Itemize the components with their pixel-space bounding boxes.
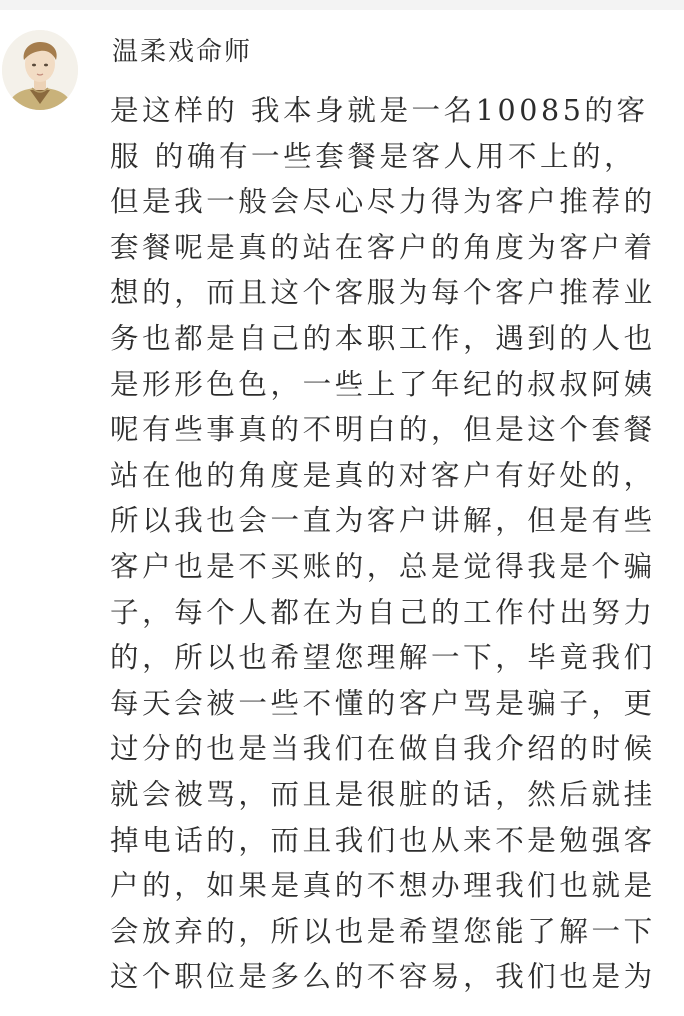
comment-line: 服 的确有一些套餐是客人用不上的， bbox=[110, 139, 637, 173]
comment-line: 户的，如果是真的不想办理我们也就是 bbox=[110, 869, 656, 903]
comment-line: 会放弃的，所以也是希望您能了解一下 bbox=[110, 914, 656, 948]
comment-line: 是这样的 我本身就是一名10085的客 bbox=[110, 94, 649, 127]
comment-line: 的，所以也希望您理解一下，毕竟我们 bbox=[110, 641, 656, 675]
comment-line: 是形形色色，一些上了年纪的叔叔阿姨 bbox=[110, 367, 656, 401]
author-name[interactable]: 温柔戏命师 bbox=[112, 37, 253, 67]
comment-line: 客户也是不买账的，总是觉得我是个骗 bbox=[110, 549, 656, 583]
comment-line: 掉电话的，而且我们也从来不是勉强客 bbox=[110, 823, 656, 857]
top-edge bbox=[0, 0, 684, 10]
illustrated-male-avatar-icon bbox=[2, 30, 78, 110]
comment-body bbox=[110, 88, 656, 1000]
comment-line: 每天会被一些不懂的客户骂是骗子，更 bbox=[110, 686, 656, 720]
comment-line: 想的，而且这个客服为每个客户推荐业 bbox=[110, 276, 656, 310]
comment-line: 子，每个人都在为自己的工作付出努力 bbox=[110, 595, 656, 629]
comment-line: 呢有些事真的不明白的，但是这个套餐 bbox=[110, 413, 656, 447]
comment-line: 过分的也是当我们在做自我介绍的时候 bbox=[110, 732, 656, 766]
comment-line: 但是我一般会尽心尽力得为客户推荐的 bbox=[110, 185, 656, 219]
comment-line: 务也都是自己的本职工作，遇到的人也 bbox=[110, 321, 656, 355]
comment-line: 套餐呢是真的站在客户的角度为客户着 bbox=[110, 230, 656, 264]
comment-line: 站在他的角度是真的对客户有好处的， bbox=[110, 458, 656, 492]
comment-line: 所以我也会一直为客户讲解，但是有些 bbox=[110, 504, 656, 538]
comment-line: 这个职位是多么的不容易，我们也是为 bbox=[110, 960, 656, 994]
author-avatar[interactable] bbox=[2, 30, 78, 110]
comment-line: 就会被骂，而且是很脏的话，然后就挂 bbox=[110, 777, 656, 811]
